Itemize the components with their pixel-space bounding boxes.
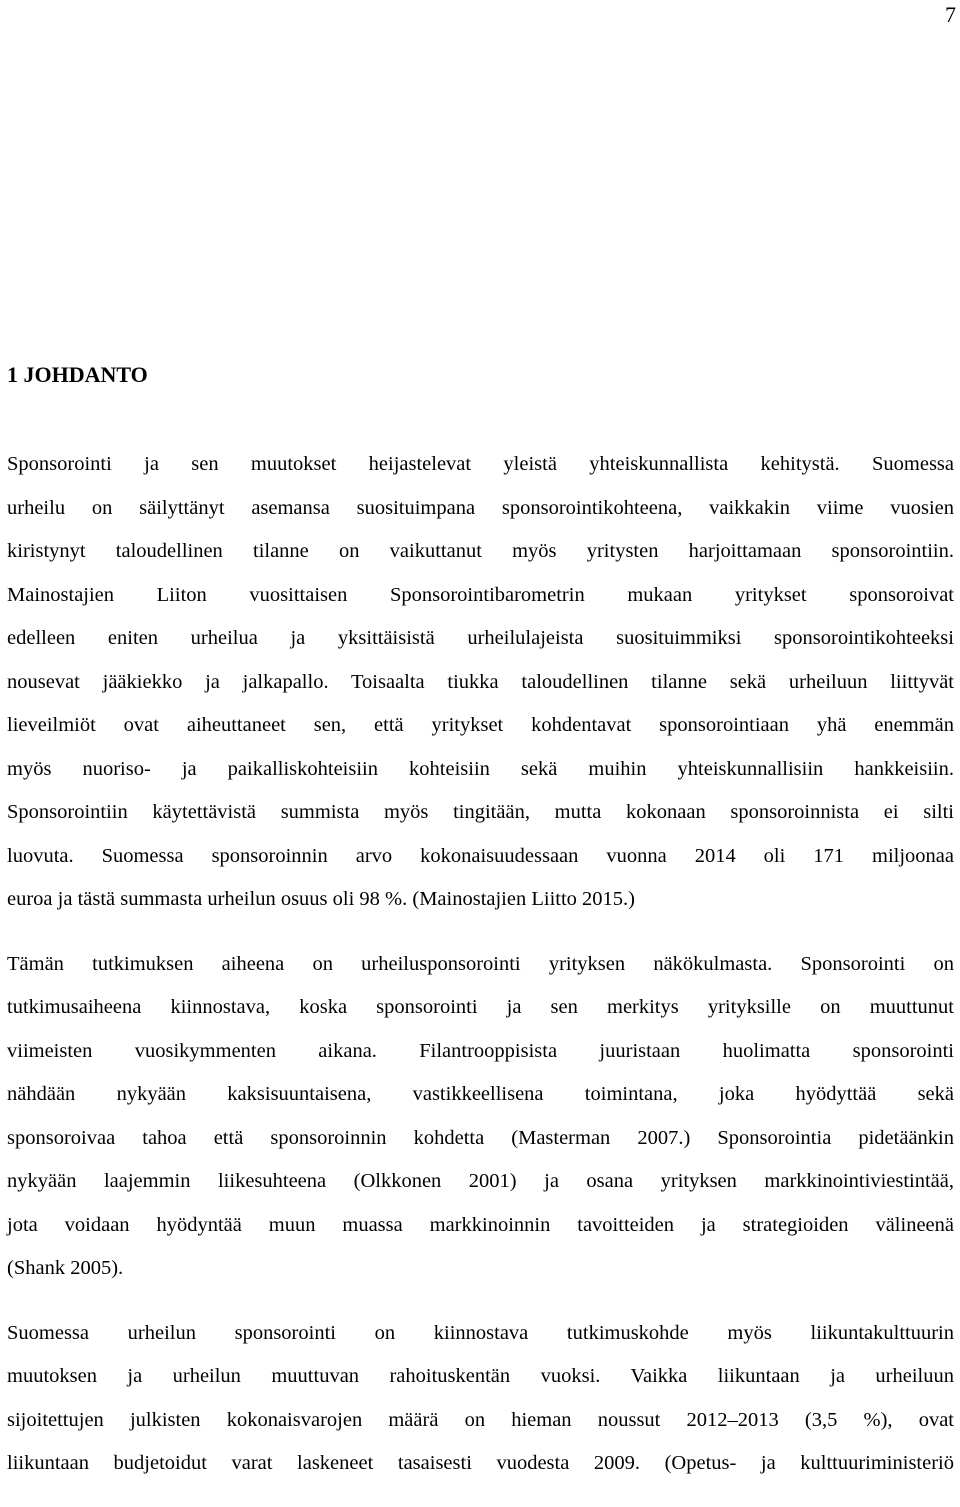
page-number: 7 (945, 2, 956, 27)
paragraph-line: urheilu on säilyttänyt asemansa suosituimpana sponsorointikohteena, vaikkakin viime vuosien (7, 496, 954, 519)
paragraph-line: Suomessa urheilun sponsorointi on kiinnostava tutkimuskohde myös liikuntakulttuurin (7, 1321, 954, 1344)
section-heading: 1 JOHDANTO (7, 362, 148, 387)
paragraph-line: edelleen eniten urheilua ja yksittäisistä urheilulajeista suosituimmiksi sponsorointikohteeksi (7, 627, 954, 649)
paragraph-line: sponsoroivaa tahoa että sponsoroinnin kohdetta (Masterman 2007.) Sponsorointia pidetäänkin (7, 1126, 954, 1149)
paragraph-line: nykyään laajemmin liikesuhteena (Olkkonen 2001) ja osana yrityksen markkinointiviestintää, (7, 1170, 954, 1192)
paragraph-2 (7, 943, 954, 1291)
paragraph-line: nähdään nykyään kaksisuuntaisena, vastikkeellisena toimintana, joka hyödyttää sekä (7, 1083, 954, 1105)
paragraph-line: myös nuoriso- ja paikalliskohteisiin kohteisiin sekä muihin yhteiskunnallisiin hankkeisiin. (7, 757, 954, 780)
paragraph-3 (7, 1312, 954, 1486)
paragraph-line: (Shank 2005). (7, 1257, 124, 1279)
paragraph-line: jota voidaan hyödyntää muun muassa markkinoinnin tavoitteiden ja strategioiden välineenä (7, 1213, 954, 1236)
paragraph-line: luovuta. Suomessa sponsoroinnin arvo kokonaisuudessaan vuonna 2014 oli 171 miljoonaa (7, 844, 954, 867)
paragraph-1 (7, 443, 954, 922)
paragraph-line: euroa ja tästä summasta urheilun osuus oli 98 %. (Mainostajien Liitto 2015.) (7, 888, 635, 910)
paragraph-line: tutkimusaiheena kiinnostava, koska sponsorointi ja sen merkitys yrityksille on muuttunut (7, 996, 954, 1018)
paragraph-line: viimeisten vuosikymmenten aikana. Filantrooppisista juuristaan huolimatta sponsorointi (7, 1039, 954, 1062)
paragraph-line: sijoitettujen julkisten kokonaisvarojen määrä on hieman noussut 2012–2013 (3,5 %), ovat (7, 1408, 954, 1431)
paragraph-line: nousevat jääkiekko ja jalkapallo. Toisaalta tiukka taloudellinen tilanne sekä urheiluun liittyvät (7, 670, 954, 693)
paragraph-line: Sponsorointiin käytettävistä summista myös tingitään, mutta kokonaan sponsoroinnista ei silti (7, 801, 954, 823)
document-body (7, 360, 954, 1507)
paragraph-line: Mainostajien Liiton vuosittaisen Sponsorointibarometrin mukaan yritykset sponsoroivat (7, 583, 954, 606)
paragraph-line: liikuntaan budjetoidut varat laskeneet tasaisesti vuodesta 2009. (Opetus- ja kulttuuriministeriö (7, 1452, 954, 1474)
paragraph-line: Tämän tutkimuksen aiheena on urheilusponsorointi yrityksen näkökulmasta. Sponsorointi on (7, 952, 954, 975)
paragraph-line: muutoksen ja urheilun muuttuvan rahoituskentän vuoksi. Vaikka liikuntaan ja urheiluun (7, 1365, 954, 1387)
paragraph-line: Sponsorointi ja sen muutokset heijastelevat yleistä yhteiskunnallista kehitystä. Suomessa (7, 453, 954, 475)
paragraph-line: lieveilmiöt ovat aiheuttaneet sen, että yritykset kohdentavat sponsorointiaan yhä enemmän (7, 714, 954, 736)
paragraph-line: kiristynyt taloudellinen tilanne on vaikuttanut myös yritysten harjoittamaan sponsorointiin. (7, 540, 954, 562)
